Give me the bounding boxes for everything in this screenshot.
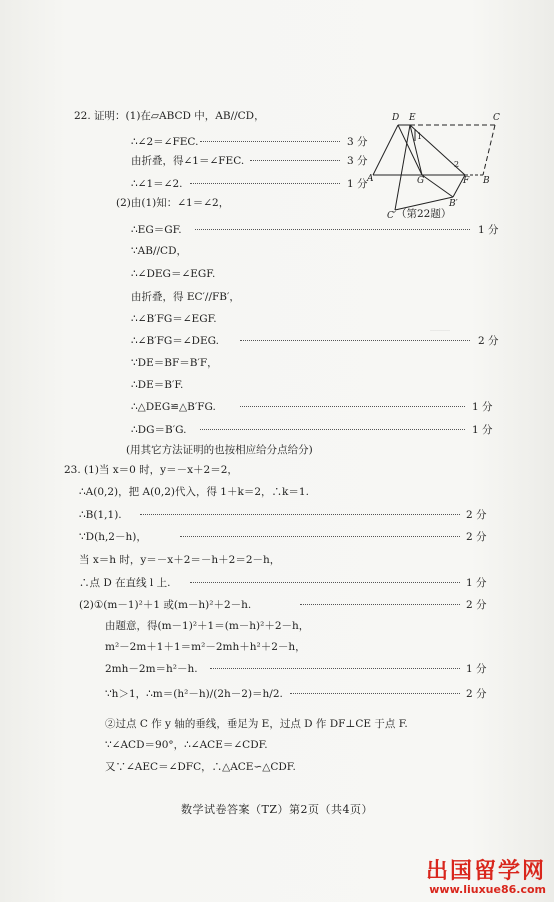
label-F: F — [463, 176, 470, 186]
solution-line — [0, 310, 554, 328]
line-text: ∴∠B′FG＝∠DEG. — [131, 335, 219, 347]
solution-line — [0, 685, 554, 703]
score: 1 分 — [466, 663, 487, 675]
solution-line — [0, 107, 554, 125]
dot-leader — [190, 183, 340, 184]
line-text: ∴△DEG≌△B′FG. — [131, 401, 216, 413]
solution-line — [0, 660, 554, 678]
dot-leader — [300, 604, 460, 605]
label-G: G — [417, 176, 425, 186]
dot-leader — [140, 514, 460, 515]
solution-line — [0, 421, 554, 439]
line-text: ∵AB//CD， — [131, 245, 188, 257]
label-B-prime: B′ — [449, 199, 458, 209]
dot-leader — [200, 141, 340, 142]
line-text: ∴A(0,2)，把 A(0,2)代入，得 1＋k＝2，∴k＝1. — [79, 486, 309, 498]
line-text: ∵DE＝BF＝B′F， — [131, 357, 218, 369]
score: 2 分 — [478, 335, 499, 347]
line-text: ∴B(1,1). — [79, 509, 122, 521]
dot-leader — [240, 340, 470, 341]
line-text: 由折叠，得∠1＝∠FEC. — [131, 155, 245, 167]
line-text: ∵∠ACD＝90°，∴∠ACE＝∠CDF. — [105, 739, 268, 751]
watermark-title: 出国留学网 — [425, 859, 546, 884]
dot-leader — [290, 693, 460, 694]
page-footer: 数学试卷答案（TZ）第2页（共4页） — [181, 803, 373, 816]
solution-line — [0, 242, 554, 260]
solution-line — [0, 288, 554, 306]
score: 1 分 — [472, 424, 493, 436]
line-text: 当 x＝h 时，y＝－x＋2＝－h＋2＝2－h， — [79, 554, 281, 566]
line-text: 22. 证明：(1)在▱ABCD 中，AB//CD， — [74, 110, 265, 122]
solution-line — [0, 194, 554, 212]
label-D: D — [392, 113, 400, 123]
line-text: ∵D(h,2－h)， — [79, 531, 147, 543]
solution-line — [0, 617, 554, 635]
line-text: ∴DG＝B′G. — [131, 424, 187, 436]
line-text: (2)①(m－1)²＋1 或(m－h)²＋2－h. — [79, 599, 252, 611]
solution-line — [0, 483, 554, 501]
solution-line — [0, 528, 554, 546]
score: 1 分 — [466, 577, 487, 589]
score: 2 分 — [466, 509, 487, 521]
solution-line — [0, 133, 554, 151]
solution-line — [0, 506, 554, 524]
score: 2 分 — [466, 599, 487, 611]
solution-line — [0, 354, 554, 372]
label-2: 2 — [454, 160, 460, 169]
solution-line — [0, 715, 554, 733]
solution-line — [0, 332, 554, 350]
dot-leader — [210, 668, 460, 669]
dot-leader — [180, 536, 460, 537]
label-B: B — [483, 176, 490, 186]
solution-line — [0, 461, 554, 479]
solution-line — [0, 551, 554, 569]
line-text: ∴∠1＝∠2. — [131, 178, 183, 190]
line-text: (用其它方法证明的也按相应给分点给分) — [126, 444, 313, 456]
line-text: ∴∠B′FG＝∠EGF. — [131, 313, 217, 325]
dot-leader — [190, 582, 460, 583]
line-text: ∴∠DEG＝∠EGF. — [131, 268, 216, 280]
line-text: ∴DE＝B′F. — [131, 379, 184, 391]
dot-leader — [240, 406, 465, 407]
line-text: (2)由(1)知：∠1＝∠2， — [116, 197, 230, 209]
line-text: ∴∠2＝∠FEC. — [131, 136, 199, 148]
label-C: C — [493, 113, 500, 123]
score: 1 分 — [472, 401, 493, 413]
solution-line — [0, 596, 554, 614]
line-text: ∴EG＝GF. — [131, 224, 182, 236]
figure-caption: （第22题） — [396, 208, 452, 220]
line-text: 又∵∠AEC＝∠DFC，∴△ACE∽△CDF. — [105, 761, 296, 773]
solution-line — [0, 175, 554, 193]
solution-line — [0, 152, 554, 170]
label-C-prime: C′ — [387, 211, 396, 221]
dot-leader — [200, 429, 465, 430]
score: 2 分 — [466, 688, 487, 700]
answer-sheet-page: ________ ____ D E C 1 2 A G F B C′ B′ （第22题） 22. 证明：(1)在▱ABCD 中，AB//CD， ∴∠2＝∠FEC. 3 分 由折叠，得∠1＝∠FEC. 3 分 ∴∠1＝∠2. 1 分 (2)由(1)知：∠1＝∠2， ∴EG＝GF. 1 分 ∵AB//CD， ∴∠DEG＝∠EGF. 由折叠，得 EC′//FB′， ∴∠B′FG＝∠EGF. ∴∠B′FG＝∠DEG. 2 分 ∵DE＝BF＝B′F， ∴DE＝B′F. ∴△DEG≌△B′FG. 1 分 ∴DG＝B′G. 1 分 (用其它方法证明的也按相应给分点给分) 23. (1)当 x＝0 时，y＝－x＋2＝2， ∴A(0,2)，把 A(0,2)代入，得 1＋k＝2，∴k＝1. ∴B(1,1). 2 分 ∵D(h,2－h)， 2 分 当 x＝h 时，y＝－x＋2＝－h＋2＝2－h， ∴点 D 在直线 l 上. 1 分 (2)①(m－1)²＋1 或(m－h)²＋2－h. 2 分 由题意，得(m－1)²＋1＝(m－h)²＋2－h， m²－2m＋1＋1＝m²－2mh＋h²＋2－h， 2mh－2m＝h²－h. 1 分 ∵h＞1，∴m＝(h²－h)/(2h－2)＝h/2. 2 分 ②过点 C 作 y 轴的垂线，垂足为 E，过点 D 作 DF⊥CE 于点 F. ∵∠ACD＝90°，∴∠ACE＝∠CDF. 又∵∠AEC＝∠DFC，∴△ACE∽△CDF. 数学试卷答案（TZ）第2页（共4页） 出国留学网 www.liuxue86.com — [0, 0, 554, 902]
solution-line — [0, 736, 554, 754]
solution-line — [0, 221, 554, 239]
score: 1 分 — [347, 178, 368, 190]
line-text: m²－2m＋1＋1＝m²－2mh＋h²＋2－h， — [105, 641, 306, 653]
site-watermark — [426, 854, 546, 896]
label-1: 1 — [417, 132, 423, 141]
label-E: E — [409, 113, 416, 123]
solution-line — [0, 398, 554, 416]
watermark-url: www.liuxue86.com — [429, 883, 546, 896]
line-text: ②过点 C 作 y 轴的垂线，垂足为 E，过点 D 作 DF⊥CE 于点 F. — [105, 718, 408, 730]
solution-line — [0, 441, 554, 459]
line-text: 2mh－2m＝h²－h. — [105, 663, 198, 675]
line-text: 由题意，得(m－1)²＋1＝(m－h)²＋2－h， — [105, 620, 310, 632]
label-A: A — [367, 174, 374, 184]
dot-leader — [195, 229, 470, 230]
solution-line — [0, 638, 554, 656]
line-text: 由折叠，得 EC′//FB′， — [131, 291, 240, 303]
solution-line — [0, 376, 554, 394]
dot-leader — [250, 160, 340, 161]
score: 1 分 — [478, 224, 499, 236]
line-text: ∵h＞1，∴m＝(h²－h)/(2h－2)＝h/2. — [105, 688, 283, 700]
line-text: 23. (1)当 x＝0 时，y＝－x＋2＝2， — [64, 464, 238, 476]
score: 2 分 — [466, 531, 487, 543]
solution-line — [0, 758, 554, 776]
score: 3 分 — [347, 155, 368, 167]
score: 3 分 — [347, 136, 368, 148]
line-text: ∴点 D 在直线 l 上. — [79, 577, 171, 589]
solution-line — [0, 265, 554, 283]
solution-line — [0, 574, 554, 592]
